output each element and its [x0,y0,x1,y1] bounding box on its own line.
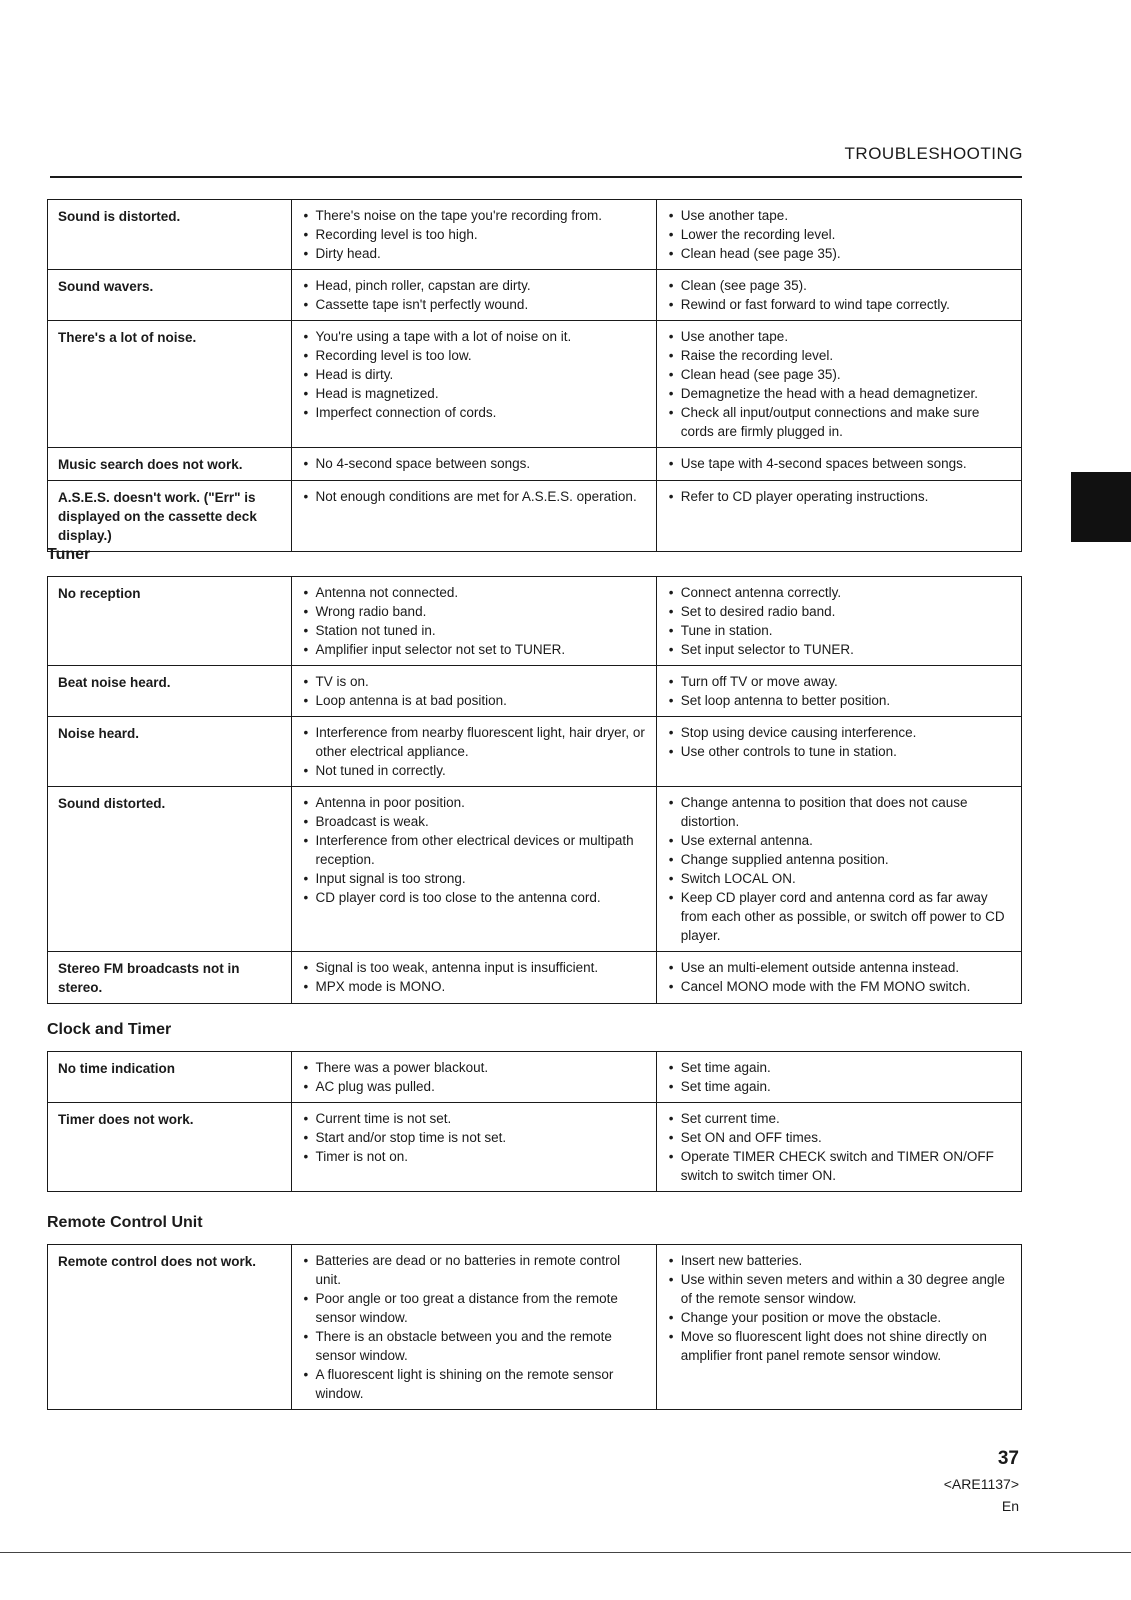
cause-cell [291,321,656,448]
problem-cell: Sound is distorted. [48,200,292,270]
troubleshooting-table [47,576,1022,1004]
remedy-cell [656,1103,1021,1192]
cause-item: • Timer is not on. [302,1147,646,1166]
remedy-item: • Use other controls to tune in station. [667,742,1011,761]
remedy-cell [656,448,1021,481]
remedy-list [667,1058,1011,1096]
cause-cell [291,577,656,666]
remedy-list [667,1251,1011,1365]
remedy-item: • Set time again. [667,1077,1011,1096]
table-row [48,952,1022,1004]
cause-cell [291,1103,656,1192]
cause-item: • Signal is too weak, antenna input is insufficient. [302,958,646,977]
table-row [48,200,1022,270]
remedy-cell [656,481,1021,552]
problem-cell: No reception [48,577,292,666]
table-row [48,577,1022,666]
cause-item: • AC plug was pulled. [302,1077,646,1096]
cause-item: • Wrong radio band. [302,602,646,621]
cause-list [302,723,646,780]
remedy-item: • Tune in station. [667,621,1011,640]
cause-item: • Head is magnetized. [302,384,646,403]
cause-item: • No 4-second space between songs. [302,454,646,473]
remedy-list [667,793,1011,945]
table-row [48,448,1022,481]
problem-cell: No time indication [48,1052,292,1103]
table-row [48,666,1022,717]
remedy-item: • Use external antenna. [667,831,1011,850]
cause-cell [291,448,656,481]
remedy-list [667,958,1011,996]
cassette-troubleshooting-section [47,199,1022,552]
troubleshooting-table [47,1051,1022,1192]
cause-list [302,958,646,996]
remedy-item: • Change supplied antenna position. [667,850,1011,869]
remedy-item: • Clean (see page 35). [667,276,1011,295]
cause-item: • Batteries are dead or no batteries in remote control unit. [302,1251,646,1289]
table-row [48,321,1022,448]
remedy-item: • Lower the recording level. [667,225,1011,244]
cause-item: • Loop antenna is at bad position. [302,691,646,710]
cause-cell [291,200,656,270]
section-title: Clock and Timer [47,1021,172,1038]
remedy-list [667,723,1011,761]
remedy-item: • Switch LOCAL ON. [667,869,1011,888]
cause-item: • Cassette tape isn't perfectly wound. [302,295,646,314]
cause-cell [291,952,656,1004]
cause-item: • Broadcast is weak. [302,812,646,831]
cause-item: • Recording level is too high. [302,225,646,244]
remedy-cell [656,666,1021,717]
remedy-cell [656,787,1021,952]
remedy-cell [656,717,1021,787]
cause-list [302,327,646,422]
remedy-item: • Insert new batteries. [667,1251,1011,1270]
remedy-item: • Use within seven meters and within a 30 degree angle of the remote sensor window. [667,1270,1011,1308]
cause-item: • Antenna in poor position. [302,793,646,812]
remedy-list [667,583,1011,659]
remedy-item: • Use an multi-element outside antenna instead. [667,958,1011,977]
cause-cell [291,481,656,552]
remedy-list [667,454,1011,473]
cause-list [302,1058,646,1096]
cause-item: • You're using a tape with a lot of noise on it. [302,327,646,346]
remedy-item: • Demagnetize the head with a head demagnetizer. [667,384,1011,403]
cause-list [302,1109,646,1166]
cause-item: • TV is on. [302,672,646,691]
cause-item: • Recording level is too low. [302,346,646,365]
table-row [48,481,1022,552]
table-row [48,270,1022,321]
clock-timer-section [47,1021,1022,1192]
cause-item: • CD player cord is too close to the antenna cord. [302,888,646,907]
remedy-item: • Stop using device causing interference. [667,723,1011,742]
footer-rule [0,1552,1131,1553]
remedy-item: • Use another tape. [667,327,1011,346]
remedy-cell [656,200,1021,270]
remedy-item: • Connect antenna correctly. [667,583,1011,602]
remedy-list [667,672,1011,710]
problem-cell: Beat noise heard. [48,666,292,717]
remedy-cell [656,577,1021,666]
remedy-cell [656,1052,1021,1103]
section-title: Tuner [47,546,91,563]
cause-list [302,276,646,314]
problem-cell: Sound wavers. [48,270,292,321]
cause-item: • Interference from nearby fluorescent light, hair dryer, or other electrical appliance. [302,723,646,761]
cause-item: • Antenna not connected. [302,583,646,602]
remedy-item: • Set ON and OFF times. [667,1128,1011,1147]
remedy-item: • Move so fluorescent light does not shine directly on amplifier front panel remote sensor window. [667,1327,1011,1365]
cause-item: • Amplifier input selector not set to TUNER. [302,640,646,659]
table-row [48,1103,1022,1192]
remedy-item: • Cancel MONO mode with the FM MONO switch. [667,977,1011,996]
cause-cell [291,666,656,717]
section-thumb-tab [1071,472,1131,542]
remedy-cell [656,952,1021,1004]
remedy-cell [656,1245,1021,1410]
cause-item: • Dirty head. [302,244,646,263]
remedy-item: • Clean head (see page 35). [667,244,1011,263]
problem-cell: Sound distorted. [48,787,292,952]
remedy-cell [656,321,1021,448]
table-row [48,1052,1022,1103]
remedy-item: • Rewind or fast forward to wind tape correctly. [667,295,1011,314]
cause-list [302,454,646,473]
section-title: Remote Control Unit [47,1214,203,1231]
troubleshooting-table [47,199,1022,552]
cause-item: • Poor angle or too great a distance from the remote sensor window. [302,1289,646,1327]
remedy-list [667,206,1011,263]
cause-list [302,672,646,710]
remedy-item: • Clean head (see page 35). [667,365,1011,384]
problem-cell: Stereo FM broadcasts not in stereo. [48,952,292,1004]
cause-item: • MPX mode is MONO. [302,977,646,996]
remedy-item: • Use tape with 4-second spaces between songs. [667,454,1011,473]
cause-item: • There is an obstacle between you and the remote sensor window. [302,1327,646,1365]
remedy-list [667,276,1011,314]
page-header-title: TROUBLESHOOTING [844,144,1023,163]
problem-cell: Timer does not work. [48,1103,292,1192]
cause-list [302,487,646,506]
remedy-list [667,1109,1011,1185]
cause-item: • Start and/or stop time is not set. [302,1128,646,1147]
cause-item: • Head, pinch roller, capstan are dirty. [302,276,646,295]
header-rule [50,176,1022,178]
page-number: 37 [997,1448,1019,1469]
cause-item: • Input signal is too strong. [302,869,646,888]
cause-list [302,1251,646,1403]
table-row [48,787,1022,952]
remedy-item: • Change your position or move the obstacle. [667,1308,1011,1327]
cause-item: • Interference from other electrical devices or multipath reception. [302,831,646,869]
remedy-item: • Keep CD player cord and antenna cord as far away from each other as possible, or switch off power to CD player. [667,888,1011,945]
remedy-item: • Set loop antenna to better position. [667,691,1011,710]
troubleshooting-table [47,1244,1022,1410]
remedy-item: • Turn off TV or move away. [667,672,1011,691]
remedy-list [667,327,1011,441]
cause-item: • Not tuned in correctly. [302,761,646,780]
cause-item: • There was a power blackout. [302,1058,646,1077]
cause-item: • A fluorescent light is shining on the remote sensor window. [302,1365,646,1403]
problem-cell: Noise heard. [48,717,292,787]
problem-cell: A.S.E.S. doesn't work. ("Err" is displayed on the cassette deck display.) [48,481,292,552]
remedy-item: • Set time again. [667,1058,1011,1077]
problem-cell: Remote control does not work. [48,1245,292,1410]
cause-list [302,583,646,659]
remedy-item: • Refer to CD player operating instructions. [667,487,1011,506]
cause-item: • Not enough conditions are met for A.S.E.S. operation. [302,487,646,506]
remedy-list [667,487,1011,506]
remedy-item: • Set to desired radio band. [667,602,1011,621]
cause-cell [291,787,656,952]
cause-cell [291,270,656,321]
cause-cell [291,1245,656,1410]
remote-control-section [47,1214,1022,1410]
cause-cell [291,717,656,787]
cause-list [302,793,646,907]
remedy-item: • Operate TIMER CHECK switch and TIMER ON/OFF switch to switch timer ON. [667,1147,1011,1185]
remedy-item: • Change antenna to position that does not cause distortion. [667,793,1011,831]
problem-cell: Music search does not work. [48,448,292,481]
table-row [48,717,1022,787]
cause-item: • Imperfect connection of cords. [302,403,646,422]
remedy-item: • Use another tape. [667,206,1011,225]
remedy-item: • Check all input/output connections and make sure cords are firmly plugged in. [667,403,1011,441]
cause-item: • There's noise on the tape you're recording from. [302,206,646,225]
remedy-item: • Set current time. [667,1109,1011,1128]
tuner-section [47,546,1022,1004]
table-row [48,1245,1022,1410]
cause-cell [291,1052,656,1103]
problem-cell: There's a lot of noise. [48,321,292,448]
remedy-cell [656,270,1021,321]
cause-item: • Station not tuned in. [302,621,646,640]
language-code: En [1001,1498,1019,1514]
cause-list [302,206,646,263]
cause-item: • Current time is not set. [302,1109,646,1128]
remedy-item: • Set input selector to TUNER. [667,640,1011,659]
remedy-item: • Raise the recording level. [667,346,1011,365]
cause-item: • Head is dirty. [302,365,646,384]
document-code: <ARE1137> [943,1476,1019,1492]
